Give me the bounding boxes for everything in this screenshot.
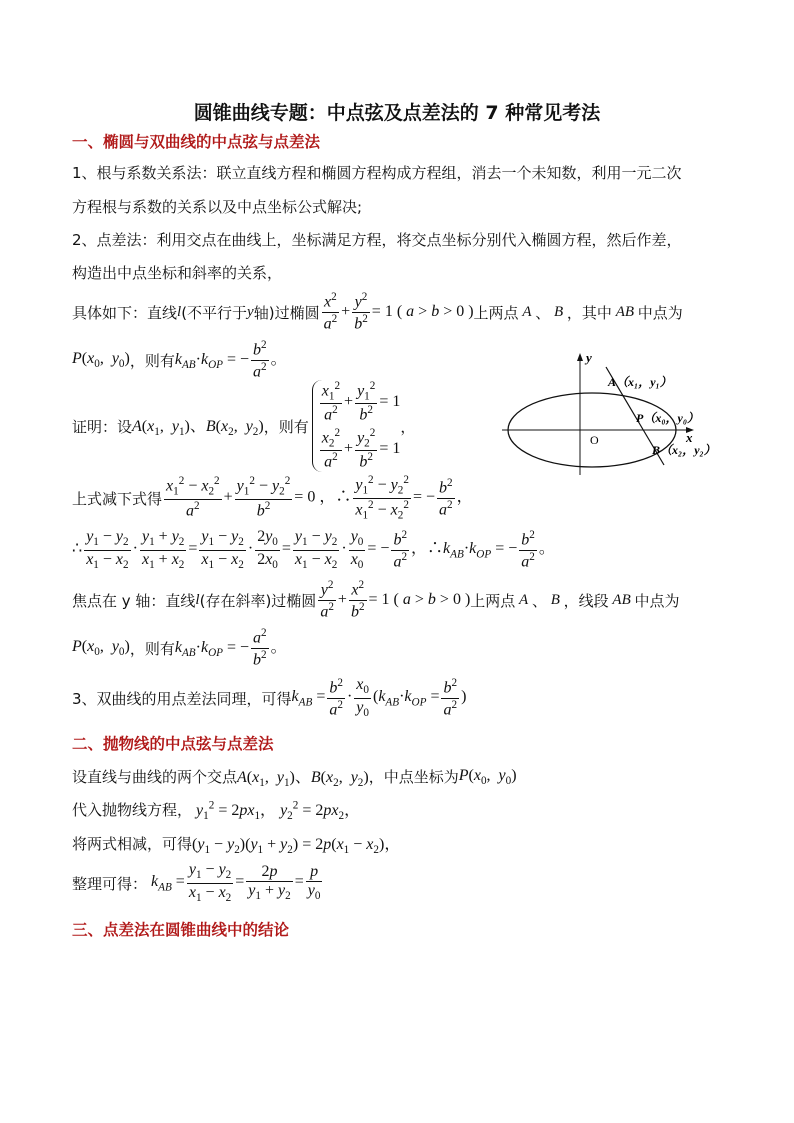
ellipse-equation: $\frac{x^2}{a^2}$ + $\frac{y^2}{b^2}$ = 1 ( a > b > 0 ) [323, 290, 474, 332]
point-b-label: B（x₂，y₂） [652, 443, 716, 457]
focus-mid2: 上两点 [470, 591, 516, 610]
page-title: 圆锥曲线专题：中点弦及点差法的 7 种常见考法 [193, 102, 601, 124]
detail-mid3: 上两点 [473, 303, 519, 322]
equation-system: $\frac{x_1^2}{a^2}$ + $\frac{y_1^2}{b^2}$ = 1 $\frac{x_2^2}{a^2}$ + $\frac{y_2^2}{b^2}$ = 1 [312, 380, 401, 472]
section-2-heading: 二、抛物线的中点弦与点差法 [72, 735, 274, 753]
focus-line-2: $P(x_0$, $y_0$) ，则有 $k_{AB}\cdot k_{OP}$ = − $\frac{a^2}{b^2}$ 。 [72, 626, 287, 668]
subtract-line: 上式减下式得 $\frac{x_1^2 - x_2^2}{a^2}$ + $\frac{y_1^2 - y_2^2}{b^2}$ = 0 ，∴ $\frac{y_1^2 - y_2^2}{x_1^2 - x_2^2}$ = − $\frac{b^2}{a^2}$ ， [72, 474, 473, 522]
detail-line-2: $P(x_0$, $y_0$) ，则有 $k_{AB}\cdot k_{OP}$ = − $\frac{b^2}{a^2}$ 。 [72, 338, 287, 380]
focus-mid3: ，线段 [563, 591, 609, 610]
detail-line: 具体如下：直线 l (不平行于 y 轴)过椭圆 $\frac{x^2}{a^2}$ + $\frac{y^2}{b^2}$ = 1 ( a > b > 0 ) 上两点 A 、 B ，其中 AB 中点为 [72, 290, 683, 332]
proof-line: 证明：设 $A(x_1$, $y_1$)、$B(x_2$, $y_2$) ，则有 $\frac{x_1^2}{a^2}$ + $\frac{y_1^2}{b^2}$ = 1 $\frac{x_2^2}{a^2}$ + $\frac{y_2^2}{b^2}$ = 1 ， [72, 379, 416, 471]
detail-mid4: ，其中 [566, 303, 612, 322]
paragraph-1b: 方程根与系数的关系以及中点坐标公式解决; [72, 198, 363, 216]
s2-l1-mid: ，中点坐标为 [368, 768, 459, 787]
detail2-text: ，则有 [129, 351, 175, 370]
focus-line: 焦点在 y 轴：直线 l (存在斜率)过椭圆 $\frac{y^2}{a^2}$ + $\frac{x^2}{b^2}$ = 1 ( a > b > 0 ) 上两点 A 、 B ，线段 AB 中点为 [72, 578, 680, 620]
proof-mid: ，则有 [263, 417, 309, 436]
detail-mid5: 中点为 [637, 303, 683, 322]
s2-l3-prefix: 将两式相减，可得 [72, 835, 193, 854]
section-1-heading: 一、椭圆与双曲线的中点弦与点差法 [72, 133, 321, 151]
s2-line-1: 设直线与曲线的两个交点 $A(x_1$, $y_1$)、$B(x_2$, $y_2$) ，中点坐标为 $P(x_0$, $y_0$) [72, 766, 517, 790]
focus2-text: ，则有 [129, 639, 175, 658]
s2-line-2: 代入抛物线方程， $y_1^2 = 2px_1$， $y_2^2 = 2px_2$， [72, 799, 361, 823]
s2-l1-prefix: 设直线与曲线的两个交点 [72, 768, 238, 787]
y-label: y [586, 350, 592, 365]
x-label: x [686, 430, 693, 445]
detail-mid1: (不平行于 [181, 303, 248, 322]
point-a-label: A（x₁，y₁） [608, 375, 672, 389]
section-3-heading: 三、点差法在圆锥曲线中的结论 [72, 921, 290, 939]
detail-prefix: 具体如下：直线 [72, 303, 178, 322]
derivation-line: ∴ $\frac{y_1 - y_2}{x_1 - x_2}$ · $\frac{y_1 + y_2}{x_1 + x_2}$ = $\frac{y_1 - y_2}{x_1 - x_2}$ · $\frac{2y_0}{2x_0}$ = $\frac{y_1 - y_2}{x_1 - x_2}$ · $\frac{y_0}{x_0}$ = − $\frac{b^2}{a^2}$ ，$\therefore k_{AB}\cdot k_{OP}$ = − $\frac{b^2}{a^2}$ 。 [72, 528, 555, 571]
paragraph-1a: 1、根与系数关系法：联立直线方程和椭圆方程构成方程组，消去一个未知数，利用一元二次 [72, 164, 682, 182]
ellipse-figure [498, 350, 728, 480]
origin-label: O [590, 433, 599, 447]
paragraph-2b: 构造出中点坐标和斜率的关系， [72, 264, 283, 282]
detail-mid2: 轴)过椭圆 [253, 303, 320, 322]
focus-mid1: (存在斜率)过椭圆 [199, 591, 317, 610]
p3-text: 3、双曲线的用点差法同理，可得 [72, 689, 292, 708]
s2-l2-prefix: 代入抛物线方程， [72, 801, 193, 820]
paragraph-2a: 2、点差法：利用交点在曲线上，坐标满足方程，将交点坐标分别代入椭圆方程，然后作差， [72, 231, 682, 249]
s2-line-4: 整理可得： $k_{AB}$ = $\frac{y_1 - y_2}{x_1 - x_2}$ = $\frac{2p}{y_1 + y_2}$ = $\frac{p}{y_0}$ [72, 861, 321, 904]
s2-line-3: 将两式相减，可得 $(y_1 - y_2)(y_1 + y_2) = 2p(x_1 - x_2)$， [72, 835, 401, 857]
proof-prefix: 证明：设 [72, 417, 133, 436]
s2-l4-prefix: 整理可得： [72, 874, 148, 893]
subtract-text: 上式减下式得 [72, 489, 163, 508]
focus-prefix: 焦点在 y 轴：直线 [72, 591, 196, 610]
hyperbola-line: 3、双曲线的用点差法同理，可得 $k_{AB}$ = $\frac{b^2}{a^2}$ · $\frac{x_0}{y_0}$ ($k_{AB}\cdot k_{OP}$ = $\frac{b^2}{a^2}$ ) [72, 676, 467, 719]
point-p-label: P（x₀，y₀） [636, 411, 700, 425]
focus-mid4: 中点为 [634, 591, 680, 610]
